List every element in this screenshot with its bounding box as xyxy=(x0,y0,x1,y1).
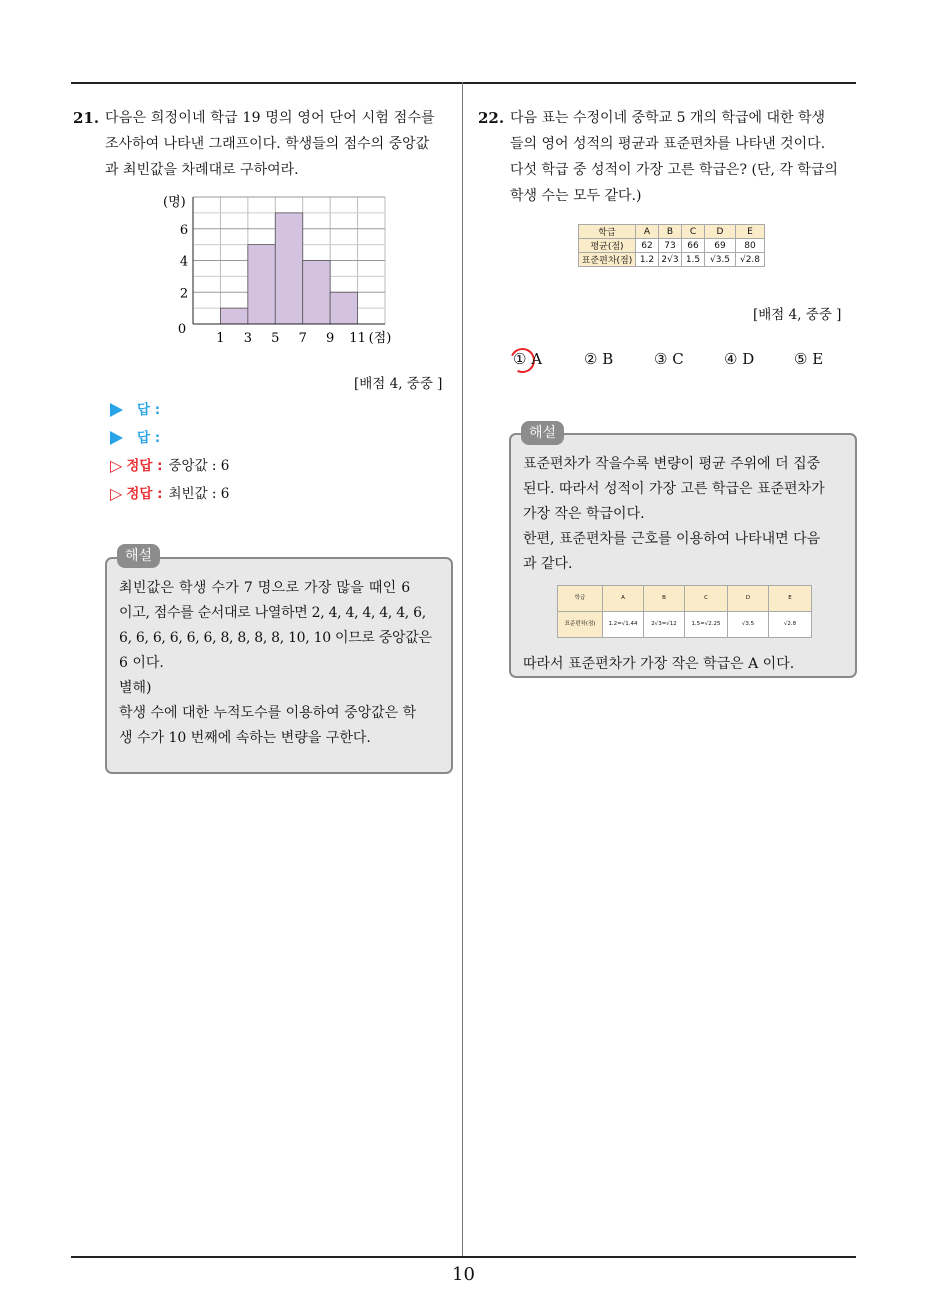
question-line: 조사하여 나타낸 그래프이다. 학생들의 점수의 중앙값 xyxy=(105,136,430,152)
correct-answer-line xyxy=(110,452,229,480)
y-tick-label: 0 xyxy=(177,322,187,337)
question-line: 들의 영어 성적의 평균과 표준편차를 나타낸 것이다. xyxy=(510,136,826,152)
x-tick-label: 9 xyxy=(326,331,335,346)
x-tick-label: 11 xyxy=(349,331,366,346)
difficulty-label: [배점 4, 중중 ] xyxy=(753,307,842,323)
explanation-line: 6 이다. xyxy=(119,655,164,671)
explanation-line: 따라서 표준편차가 가장 작은 학급은 A 이다. xyxy=(523,656,795,672)
choice-3[interactable]: ③ C xyxy=(654,350,684,368)
correct-answer-text: 최빈값 : 6 xyxy=(168,486,230,502)
table-cell: 1.2 xyxy=(636,253,659,267)
explanation-line: 학생 수에 대한 누적도수를 이용하여 중앙값은 학 xyxy=(119,705,417,721)
table-cell: 1.5 xyxy=(682,253,705,267)
answer-block xyxy=(110,396,229,508)
histogram-bar xyxy=(303,261,330,325)
table-cell: 62 xyxy=(636,239,659,253)
question-text xyxy=(510,105,863,209)
y-tick-label: 4 xyxy=(179,254,189,270)
question-21 xyxy=(73,105,458,183)
correct-answer-text: 중앙값 : 6 xyxy=(168,458,230,474)
x-tick-label: 7 xyxy=(298,331,307,346)
question-line: 과 최빈값을 차례대로 구하여라. xyxy=(105,162,299,178)
outline-triangle-icon: ▷ xyxy=(110,456,123,475)
table-cell: 1.5=√2.25 xyxy=(685,612,728,638)
x-tick-label: 3 xyxy=(243,331,252,346)
explanation-line: 표준편차가 작을수록 변량이 평균 주위에 더 집중 xyxy=(523,456,821,472)
table-cell: 69 xyxy=(705,239,736,253)
answer-label: 답 : xyxy=(137,402,161,418)
difficulty-label: [배점 4, 중중 ] xyxy=(354,376,443,392)
table-cell: √3.5 xyxy=(705,253,736,267)
page-number: 10 xyxy=(452,1264,475,1285)
table-cell: 66 xyxy=(682,239,705,253)
table-header-cell: C xyxy=(682,225,705,239)
table-row xyxy=(558,612,812,638)
histogram-chart xyxy=(160,192,420,352)
table-header-cell: A xyxy=(603,586,644,612)
correct-answer-line xyxy=(110,480,229,508)
answer-line xyxy=(110,424,229,452)
question-line: 다섯 학급 중 성적이 가장 고른 학급은? (단, 각 학급의 xyxy=(510,162,838,178)
explanation-line: 된다. 따라서 성적이 가장 고른 학급은 표준편차가 xyxy=(523,481,825,497)
correct-label: 정답 : xyxy=(126,486,163,502)
table-header-cell: A xyxy=(636,225,659,239)
table-row xyxy=(579,253,765,267)
y-axis-label: (명) xyxy=(163,195,186,210)
table-header-cell: E xyxy=(769,586,812,612)
table-header-cell: C xyxy=(685,586,728,612)
data-table xyxy=(578,224,765,267)
x-tick-label: 1 xyxy=(216,331,225,346)
table-cell: √3.5 xyxy=(728,612,769,638)
correct-label: 정답 : xyxy=(126,458,163,474)
explanation-line: 가장 작은 학급이다. xyxy=(523,506,645,522)
y-tick-label: 2 xyxy=(179,286,189,302)
question-line: 학생 수는 모두 같다.) xyxy=(510,188,642,204)
histogram-bar xyxy=(248,245,275,324)
table-header-cell: B xyxy=(644,586,685,612)
choice-1[interactable]: ① A xyxy=(513,350,543,368)
explanation-line: 생 수가 10 번째에 속하는 변량을 구한다. xyxy=(119,730,371,746)
answer-label: 답 : xyxy=(137,430,161,446)
bottom-rule xyxy=(71,1256,856,1258)
column-divider xyxy=(462,82,463,1257)
answer-line xyxy=(110,396,229,424)
table-header-cell: D xyxy=(705,225,736,239)
explanation-tag: 해설 xyxy=(521,421,564,445)
table-header-row xyxy=(558,586,812,612)
question-22 xyxy=(478,105,863,209)
question-line: 다음 표는 수정이네 중학교 5 개의 학급에 대한 학생 xyxy=(510,110,825,126)
table-header-cell: 학급 xyxy=(558,586,603,612)
table-header-cell: E xyxy=(736,225,765,239)
outline-triangle-icon: ▷ xyxy=(110,484,123,503)
histogram-bar xyxy=(220,308,247,324)
explanation-line: 한편, 표준편차를 근호를 이용하여 나타내면 다음 xyxy=(523,531,821,547)
question-text xyxy=(105,105,458,183)
table-header-cell: D xyxy=(728,586,769,612)
explanation-line: 과 같다. xyxy=(523,556,573,572)
explanation-line: 이고, 점수를 순서대로 나열하면 2, 4, 4, 4, 4, 4, 6, xyxy=(119,605,426,621)
table-row-label: 표준편차(점) xyxy=(558,612,603,638)
table-row-label: 표준편차(점) xyxy=(579,253,636,267)
question-number: 22. xyxy=(478,109,505,127)
table-cell: 2√3=√12 xyxy=(644,612,685,638)
explanation-box xyxy=(105,557,453,774)
explanation-table xyxy=(557,585,812,638)
table-cell: 1.2=√1.44 xyxy=(603,612,644,638)
question-line: 다음은 희정이네 학급 19 명의 영어 단어 시험 점수를 xyxy=(105,110,435,126)
table-header-cell: 학급 xyxy=(579,225,636,239)
play-triangle-icon xyxy=(110,431,123,445)
table-row xyxy=(579,239,765,253)
choice-4[interactable]: ④ D xyxy=(724,350,755,368)
histogram-bar xyxy=(330,292,357,324)
top-rule xyxy=(71,82,856,84)
explanation-box xyxy=(509,433,857,678)
table-cell: √2.8 xyxy=(769,612,812,638)
choice-2[interactable]: ② B xyxy=(584,350,614,368)
histogram-bar xyxy=(275,213,302,324)
x-tick-label: 5 xyxy=(271,331,280,346)
y-tick-label: 6 xyxy=(179,222,189,238)
table-cell: √2.8 xyxy=(736,253,765,267)
table-cell: 73 xyxy=(659,239,682,253)
table-cell: 80 xyxy=(736,239,765,253)
table-cell: 2√3 xyxy=(659,253,682,267)
explanation-tag: 해설 xyxy=(117,544,160,568)
table-row-label: 평균(점) xyxy=(579,239,636,253)
explanation-line: 6, 6, 6, 6, 6, 6, 8, 8, 8, 8, 10, 10 이므로 중앙값은 xyxy=(119,630,432,646)
question-number: 21. xyxy=(73,109,100,127)
x-axis-label: (점) xyxy=(368,331,392,346)
table-header-cell: B xyxy=(659,225,682,239)
explanation-line: 최빈값은 학생 수가 7 명으로 가장 많을 때인 6 xyxy=(119,580,411,596)
choice-5[interactable]: ⑤ E xyxy=(794,350,824,368)
table-header-row xyxy=(579,225,765,239)
explanation-line: 별해) xyxy=(119,680,152,696)
play-triangle-icon xyxy=(110,403,123,417)
